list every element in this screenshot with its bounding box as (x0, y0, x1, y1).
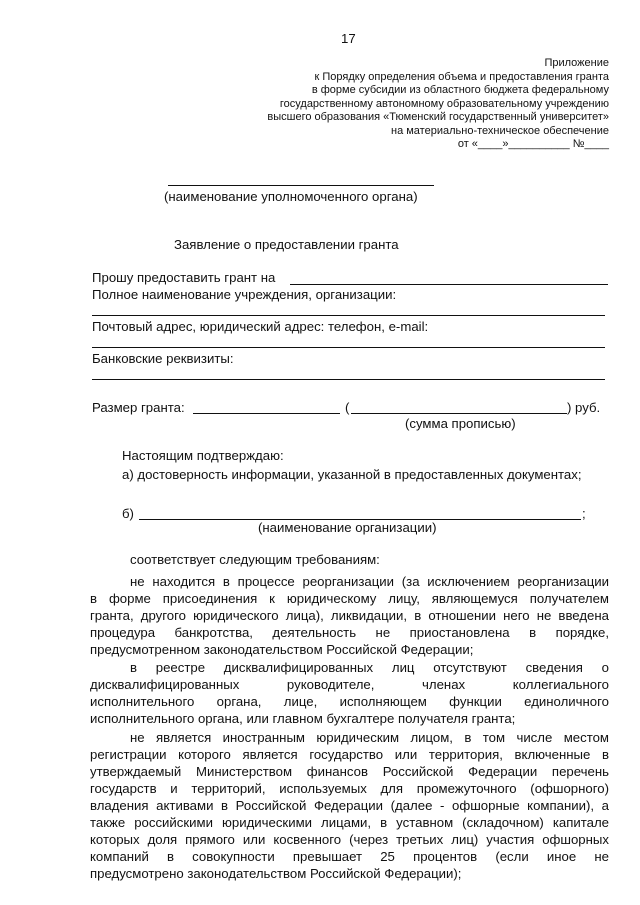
appendix-line: на материально-техническое обеспечение (391, 124, 609, 137)
paragraph-line: также российскими юридическими лицами, в уставном (складочном) капитале (90, 815, 609, 830)
paragraph-line: предусмотрено законодательством Российской Федерации); (90, 866, 462, 881)
address-line (92, 347, 605, 348)
requirements-intro: соответствует следующим требованиям: (130, 552, 380, 567)
requirement-paragraph (90, 659, 609, 727)
document-title: Заявление о предоставлении гранта (174, 237, 399, 252)
requirement-paragraph (90, 573, 609, 658)
confirm-item-b-label: б) (122, 506, 134, 521)
full-name-line (92, 315, 605, 316)
amount-label: Размер гранта: (92, 400, 185, 415)
amount-words-line (351, 413, 567, 414)
page-number: 17 (341, 31, 356, 46)
paragraph-line: в реестре дисквалифицированных лиц отсутствуют сведения о (130, 660, 609, 675)
paragraph-line: регистрации которого является государство или территория, включенные в (90, 747, 609, 762)
requirement-paragraph (90, 729, 609, 882)
paragraph-line: исполнительного органа, или главном бухгалтере получателя гранта; (90, 711, 516, 726)
paragraph-line: не находится в процессе реорганизации (за исключением реорганизации (130, 574, 609, 589)
paragraph-line: процедура банкротства, деятельность не приостановлена в порядке, (90, 625, 609, 640)
appendix-line: от «____»__________ №____ (457, 138, 609, 150)
authority-caption: (наименование уполномоченного органа) (164, 189, 418, 204)
appendix-header (189, 57, 609, 152)
confirm-item-b-end: ; (582, 506, 586, 521)
paragraph-line: гранта, другого юридического лица), ликвидации, в отношении него не введена (90, 608, 609, 623)
paragraph-line: предусмотренном законодательством Российской Федерации; (90, 642, 474, 657)
confirm-intro: Настоящим подтверждаю: (122, 448, 284, 463)
amount-currency: ) руб. (567, 400, 601, 415)
appendix-line: высшего образования «Тюменский государственный университет» (267, 111, 609, 123)
appendix-line: к Порядку определения объема и предоставления гранта (314, 70, 609, 83)
confirm-item-a: а) достоверность информации, указанной в предоставленных документах; (122, 467, 582, 482)
bank-label: Банковские реквизиты: (92, 351, 234, 366)
paragraph-line: утверждаемый Министерством финансов Российской Федерации перечень (90, 764, 609, 779)
paragraph-line: дисквалифицированных руководителе, членах коллегиального (90, 677, 609, 692)
grant-for-label: Прошу предоставить грант на (92, 270, 276, 285)
organization-caption: (наименование организации) (258, 520, 437, 535)
paragraph-line: не является иностранным юридическим лицом, в том числе местом (130, 730, 609, 745)
paragraph-line: государств и территорий, используемых для промежуточного (офшорного) (90, 781, 609, 796)
appendix-line: Приложение (544, 57, 609, 69)
grant-for-line (290, 284, 608, 285)
appendix-line: государственному автономному образовательному учреждению (279, 97, 609, 110)
paragraph-line: исполнительного органа, лице, исполняющем функции единоличного (90, 694, 609, 709)
paragraph-line: в форме присоединения к юридическому лицу, являющемуся получателем (90, 591, 609, 606)
authority-line (168, 185, 434, 186)
amount-digits-line (193, 413, 340, 414)
address-label: Почтовый адрес, юридический адрес: телефон, e-mail: (92, 319, 429, 334)
paragraph-line: компаний в совокупности превышает 25 процентов (если иное не (90, 849, 609, 864)
full-name-label: Полное наименование учреждения, организации: (92, 287, 397, 302)
appendix-line: в форме субсидии из областного бюджета федеральному (311, 84, 609, 96)
paragraph-line: которых доля прямого или косвенного (через третьих лиц) участия офшорных (90, 832, 609, 847)
paragraph-line: владения активами в Российской Федерации (далее - офшорные компании), а (90, 798, 609, 813)
amount-open-paren: ( (345, 400, 350, 415)
amount-caption: (сумма прописью) (405, 416, 516, 431)
bank-line (92, 379, 605, 380)
